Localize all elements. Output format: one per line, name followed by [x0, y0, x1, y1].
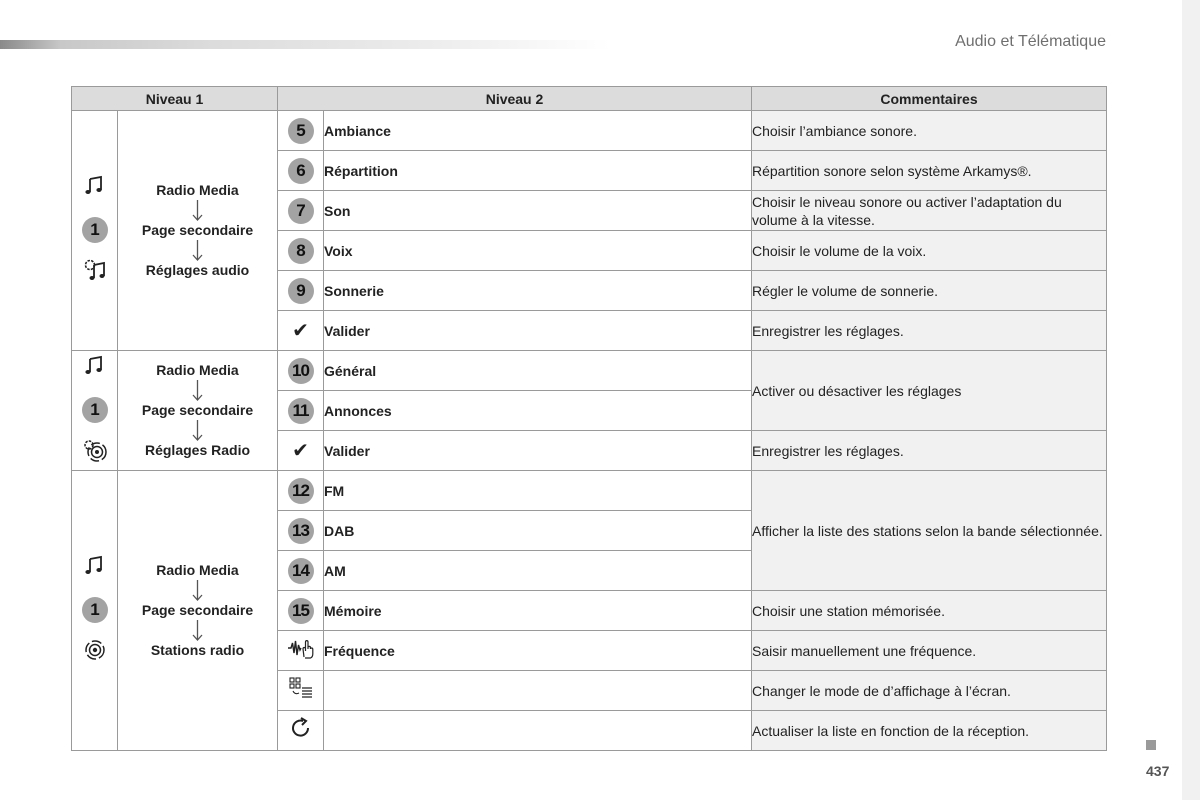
- arrow-down-icon: [192, 619, 203, 642]
- table-row: [72, 471, 1107, 511]
- setting-fm: FM: [324, 471, 752, 511]
- path-step: Réglages audio: [145, 262, 250, 278]
- arrow-down-icon: [192, 379, 203, 402]
- header-comments: Commentaires: [752, 87, 1107, 111]
- comment-cell: Enregistrer les réglages.: [752, 311, 1107, 351]
- number-11-badge: 11: [288, 398, 314, 424]
- setting-voix: Voix: [324, 231, 752, 271]
- check-icon: ✔: [292, 439, 309, 462]
- number-1-badge: 1: [82, 597, 108, 623]
- setting-ambiance: Ambiance: [324, 111, 752, 151]
- number-12-badge: 12: [288, 478, 314, 504]
- setting-repartition: Répartition: [324, 151, 752, 191]
- path-step: Page secondaire: [141, 222, 254, 238]
- comment-cell: Régler le volume de sonnerie.: [752, 271, 1107, 311]
- path-step: Radio Media: [156, 562, 239, 578]
- number-15-badge: 15: [288, 598, 314, 624]
- comment-cell: Changer le mode de d’affichage à l’écran.: [752, 671, 1107, 711]
- path-step: Réglages Radio: [144, 442, 251, 458]
- page-marker-square: [1146, 740, 1156, 750]
- group2-icons: [72, 351, 118, 471]
- number-13-badge: 13: [288, 518, 314, 544]
- arrow-down-icon: [192, 579, 203, 602]
- number-14-badge: 14: [288, 558, 314, 584]
- number-10-badge: 10: [288, 358, 314, 384]
- comment-cell: Choisir une station mémorisée.: [752, 591, 1107, 631]
- setting-empty-label: [324, 711, 752, 751]
- path-step: Radio Media: [156, 182, 239, 198]
- group2-path: [118, 351, 278, 471]
- arrow-down-icon: [192, 199, 203, 222]
- number-1-badge: 1: [82, 217, 108, 243]
- section-title: Audio et Télématique: [955, 33, 1106, 50]
- setting-am: AM: [324, 551, 752, 591]
- group3-path: [118, 471, 278, 751]
- number-1-badge: 1: [82, 397, 108, 423]
- comment-cell: Enregistrer les réglages.: [752, 431, 1107, 471]
- radio-settings-icon: [82, 437, 108, 468]
- comment-cell: Actualiser la liste en fonction de la réception.: [752, 711, 1107, 751]
- group1-path: [118, 111, 278, 351]
- comment-cell: Afficher la liste des stations selon la bande sélectionnée.: [752, 471, 1107, 591]
- refresh-icon: [289, 727, 313, 744]
- comment-cell: Activer ou désactiver les réglages: [752, 351, 1107, 431]
- number-8-badge: 8: [288, 238, 314, 264]
- settings-table: [71, 86, 1107, 751]
- arrow-down-icon: [192, 239, 203, 262]
- page-number: 437: [1146, 763, 1170, 779]
- table-header-row: [72, 87, 1107, 111]
- setting-empty-label: [324, 671, 752, 711]
- path-step: Stations radio: [150, 642, 245, 658]
- radio-antenna-icon: [82, 637, 108, 668]
- header-gradient-bar: [0, 40, 610, 49]
- number-7-badge: 7: [288, 198, 314, 224]
- check-icon: ✔: [292, 319, 309, 342]
- setting-general: Général: [324, 351, 752, 391]
- arrow-down-icon: [192, 419, 203, 442]
- header-level2: Niveau 2: [278, 87, 752, 111]
- setting-frequence: Fréquence: [324, 631, 752, 671]
- frequency-touch-icon: [287, 646, 315, 663]
- comment-cell: Choisir l’ambiance sonore.: [752, 111, 1107, 151]
- header-level1: Niveau 1: [72, 87, 278, 111]
- audio-settings-icon: [82, 257, 108, 288]
- comment-cell: Choisir le niveau sonore ou activer l’adaptation du volume à la vitesse.: [752, 191, 1107, 231]
- table-row: [72, 111, 1107, 151]
- path-step: Page secondaire: [141, 602, 254, 618]
- number-5-badge: 5: [288, 118, 314, 144]
- display-mode-icon: [288, 687, 314, 704]
- group1-icons: [72, 111, 118, 351]
- music-note-icon: [83, 174, 107, 203]
- path-step: Radio Media: [156, 362, 239, 378]
- comment-cell: Choisir le volume de la voix.: [752, 231, 1107, 271]
- number-9-badge: 9: [288, 278, 314, 304]
- comment-cell: Répartition sonore selon système Arkamys®.: [752, 151, 1107, 191]
- page-edge-tab: [1182, 0, 1200, 800]
- setting-son: Son: [324, 191, 752, 231]
- group3-icons: [72, 471, 118, 751]
- setting-memoire: Mémoire: [324, 591, 752, 631]
- path-step: Page secondaire: [141, 402, 254, 418]
- music-note-icon: [83, 354, 107, 383]
- setting-dab: DAB: [324, 511, 752, 551]
- comment-cell: Saisir manuellement une fréquence.: [752, 631, 1107, 671]
- setting-valider: Valider: [324, 311, 752, 351]
- number-6-badge: 6: [288, 158, 314, 184]
- music-note-icon: [83, 554, 107, 583]
- setting-valider: Valider: [324, 431, 752, 471]
- setting-sonnerie: Sonnerie: [324, 271, 752, 311]
- table-row: [72, 351, 1107, 391]
- setting-annonces: Annonces: [324, 391, 752, 431]
